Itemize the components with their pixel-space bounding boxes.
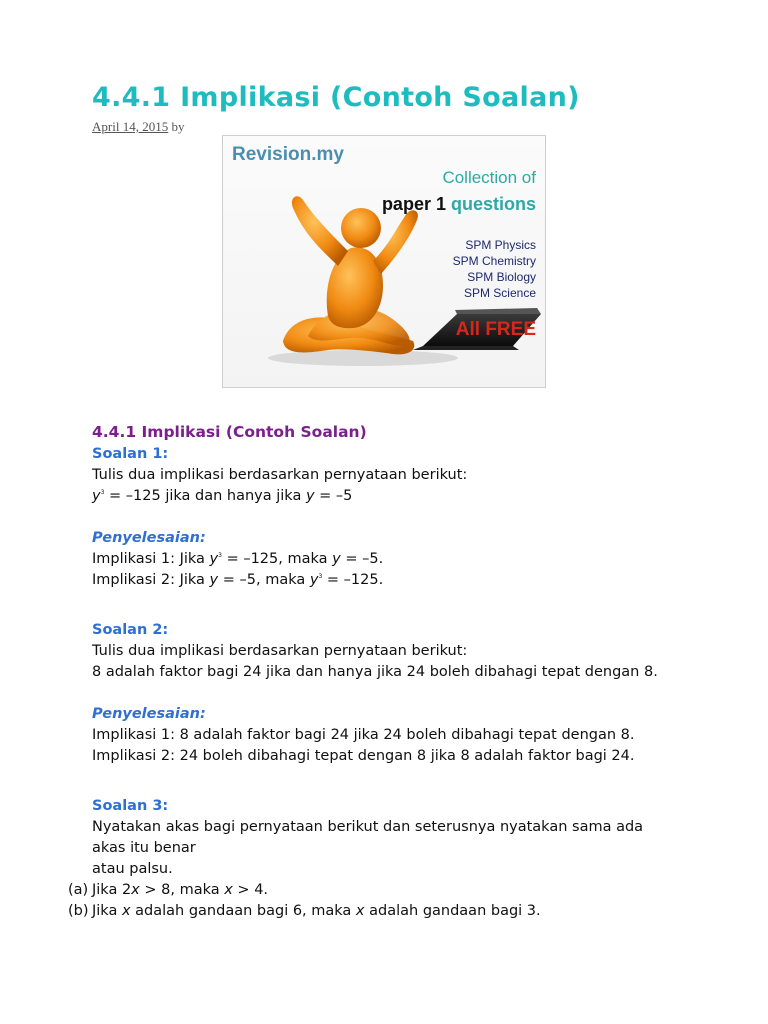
var: y	[332, 551, 341, 567]
promo-line1: Collection of	[442, 168, 536, 187]
question-2-statement: 8 adalah faktor bagi 24 jika dan hanya jika 24 boleh dibahagi tepat dengan 8.	[92, 664, 658, 680]
text: = –5.	[340, 551, 384, 567]
part-b-label: (b)	[68, 903, 89, 919]
question-1-prompt: Tulis dua implikasi berdasarkan pernyataan berikut:	[92, 467, 468, 483]
question-3-prompt-line-2: akas itu benar	[92, 840, 196, 856]
section-heading: 4.4.1 Implikasi (Contoh Soalan)	[92, 423, 367, 441]
text: > 8, maka	[139, 882, 225, 898]
question-1-statement	[92, 486, 732, 507]
promo-line2-a: paper 1	[381, 194, 446, 214]
var: y	[309, 572, 319, 588]
exponent: 3	[100, 489, 105, 496]
text: adalah gandaan bagi 3.	[364, 903, 541, 919]
promo-subject: SPM Chemistry	[452, 254, 536, 268]
question-3-part-b	[68, 901, 732, 922]
text: = –125.	[322, 572, 384, 588]
var: y	[209, 572, 219, 588]
question-3-label: Soalan 3:	[92, 798, 169, 814]
text: Jika	[92, 903, 122, 919]
promo-line2	[382, 194, 536, 215]
var: x	[224, 882, 233, 898]
question-3-prompt-line-3: atau palsu.	[92, 861, 173, 877]
answer-2-implication-1: Implikasi 1: 8 adalah faktor bagi 24 jika 24 boleh dibahagi tepat dengan 8.	[92, 727, 635, 743]
var: y	[92, 488, 101, 504]
post-meta	[92, 119, 184, 135]
promo-subject: SPM Biology	[467, 270, 536, 284]
exponent: 3	[318, 573, 323, 580]
question-1-label: Soalan 1:	[92, 446, 169, 462]
post-by: by	[171, 119, 185, 134]
page-title: 4.4.1 Implikasi (Contoh Soalan)	[92, 82, 580, 113]
text: Implikasi 2: Jika	[92, 572, 210, 588]
exponent: 3	[218, 552, 222, 559]
question-2-label: Soalan 2:	[92, 622, 169, 638]
var: x	[131, 882, 140, 898]
text: Implikasi 1: Jika	[92, 551, 210, 567]
var: x	[121, 903, 131, 919]
post-date-link[interactable]: April 14, 2015	[92, 119, 169, 134]
part-a-label: (a)	[68, 882, 89, 898]
answer-1-implication-2	[92, 570, 732, 591]
text: = –5, maka	[218, 572, 310, 588]
text: Jika 2	[92, 882, 132, 898]
post-content	[68, 420, 732, 922]
answer-1-label: Penyelesaian:	[92, 530, 206, 546]
var: y	[305, 488, 315, 504]
question-2-prompt: Tulis dua implikasi berdasarkan pernyataan berikut:	[92, 643, 468, 659]
person-figure-icon	[283, 196, 418, 354]
answer-1-implication-1	[92, 549, 732, 570]
question-3-part-a	[68, 880, 732, 901]
answer-2-implication-2: Implikasi 2: 24 boleh dibahagi tepat dengan 8 jika 8 adalah faktor bagi 24.	[92, 748, 635, 764]
answer-2-label: Penyelesaian:	[92, 706, 206, 722]
text: > 4.	[232, 882, 269, 898]
promo-banner-image[interactable]	[222, 135, 546, 388]
text: = –5	[314, 488, 353, 504]
text: = –125 jika dan hanya jika	[104, 488, 306, 504]
text: adalah gandaan bagi 6, maka	[130, 903, 356, 919]
promo-subject: SPM Science	[463, 286, 536, 300]
text: = –125, maka	[221, 551, 333, 567]
promo-dots: .....	[501, 308, 515, 319]
promo-brand: Revision.my	[232, 144, 344, 165]
var: y	[209, 551, 219, 567]
promo-subject: SPM Physics	[465, 238, 536, 252]
promo-line2-b: questions	[450, 194, 536, 214]
question-3-prompt-line-1: Nyatakan akas bagi pernyataan berikut dan seterusnya nyatakan sama ada	[92, 819, 644, 835]
promo-free: All FREE	[455, 319, 536, 340]
var: x	[355, 903, 365, 919]
